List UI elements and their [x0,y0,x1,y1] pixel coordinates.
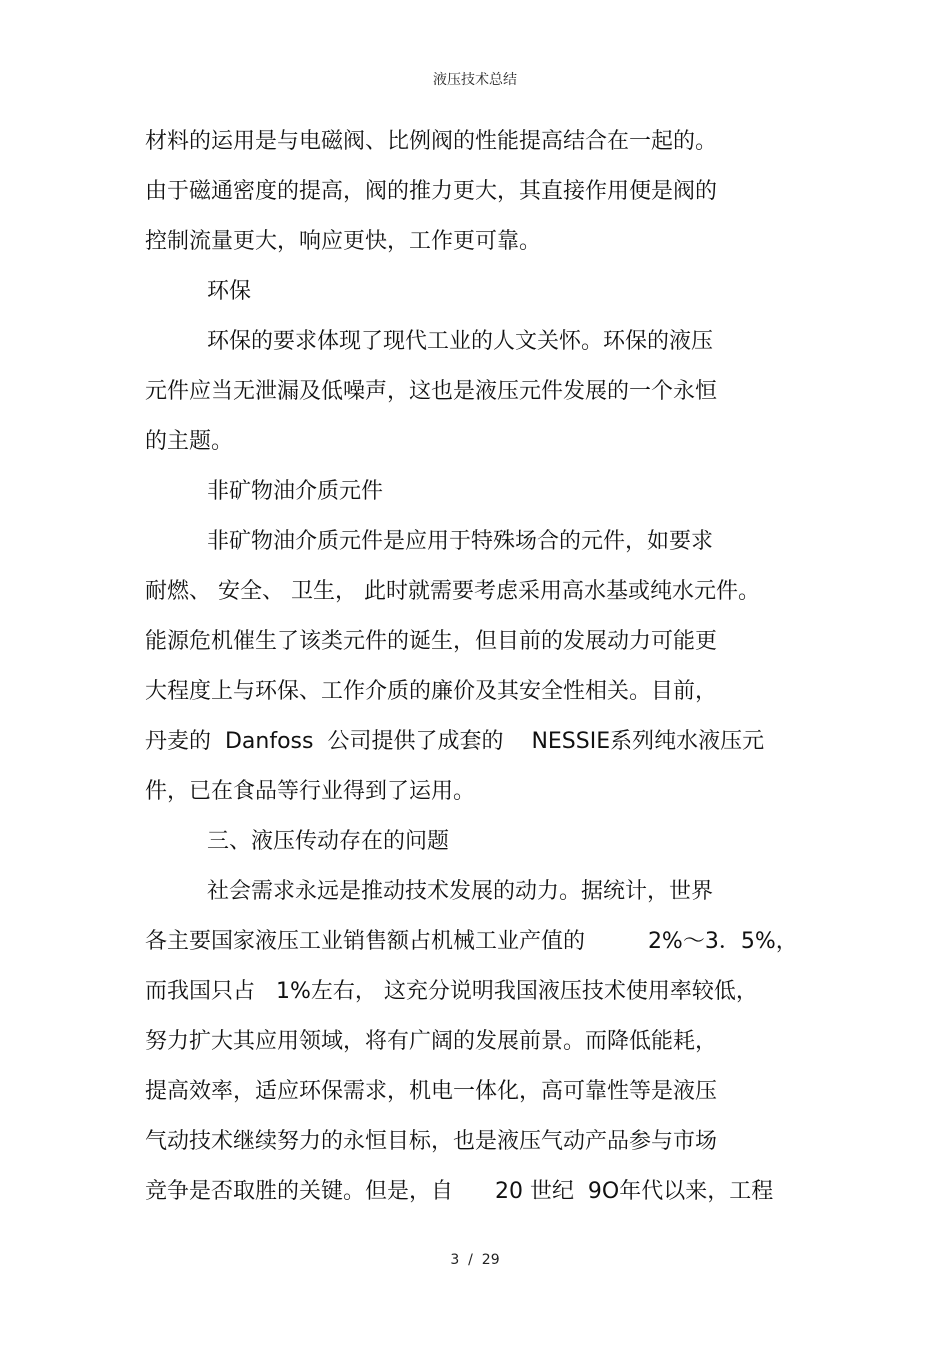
body-line: 竞争是否取胜的关键。但是，自 20 世纪 9O年代以来，工程 [145,1179,774,1204]
body-line: 的主题。 [145,429,234,454]
body-line: 气动技术继续努力的永恒目标，也是液压气动产品参与市场 [145,1129,718,1154]
body-line: 社会需求永远是推动技术发展的动力。据统计，世界 [207,879,714,904]
body-line: 丹麦的 Danfoss 公司提供了成套的 NESSIE系列纯水液压元 [145,729,765,754]
body-line: 控制流量更大，响应更快，工作更可靠。 [145,229,542,254]
body-line: 件，已在食品等行业得到了运用。 [145,779,476,804]
body-line: 耐燃、 安全、 卫生， 此时就需要考虑采用高水基或纯水元件。 [145,579,760,604]
body-line: 努力扩大其应用领域，将有广阔的发展前景。而降低能耗， [145,1029,718,1054]
section-heading-non-mineral-oil: 非矿物油介质元件 [207,479,384,504]
page-header: 液压技术总结 [433,72,517,88]
body-line: 环保的要求体现了现代工业的人文关怀。环保的液压 [207,329,714,354]
body-line: 非矿物油介质元件是应用于特殊场合的元件，如要求 [207,529,714,554]
body-line: 材料的运用是与电磁阀、比例阀的性能提高结合在一起的。 [145,129,718,154]
body-line: 元件应当无泄漏及低噪声，这也是液压元件发展的一个永恒 [145,379,718,404]
body-line: 大程度上与环保、工作介质的廉价及其安全性相关。目前， [145,679,718,704]
body-line: 各主要国家液压工业销售额占机械工业产值的 2%～3．5%， [145,929,798,954]
body-line: 由于磁通密度的提高，阀的推力更大，其直接作用便是阀的 [145,179,718,204]
section-heading-environment: 环保 [207,279,252,304]
section-heading-problems: 三、液压传动存在的问题 [207,829,450,854]
body-line: 而我国只占 1%左右， 这充分说明我国液压技术使用率较低， [145,979,758,1004]
body-line: 能源危机催生了该类元件的诞生，但目前的发展动力可能更 [145,629,718,654]
page-number: 3 / 29 [450,1252,500,1268]
body-line: 提高效率，适应环保需求，机电一体化，高可靠性等是液压 [145,1079,718,1104]
